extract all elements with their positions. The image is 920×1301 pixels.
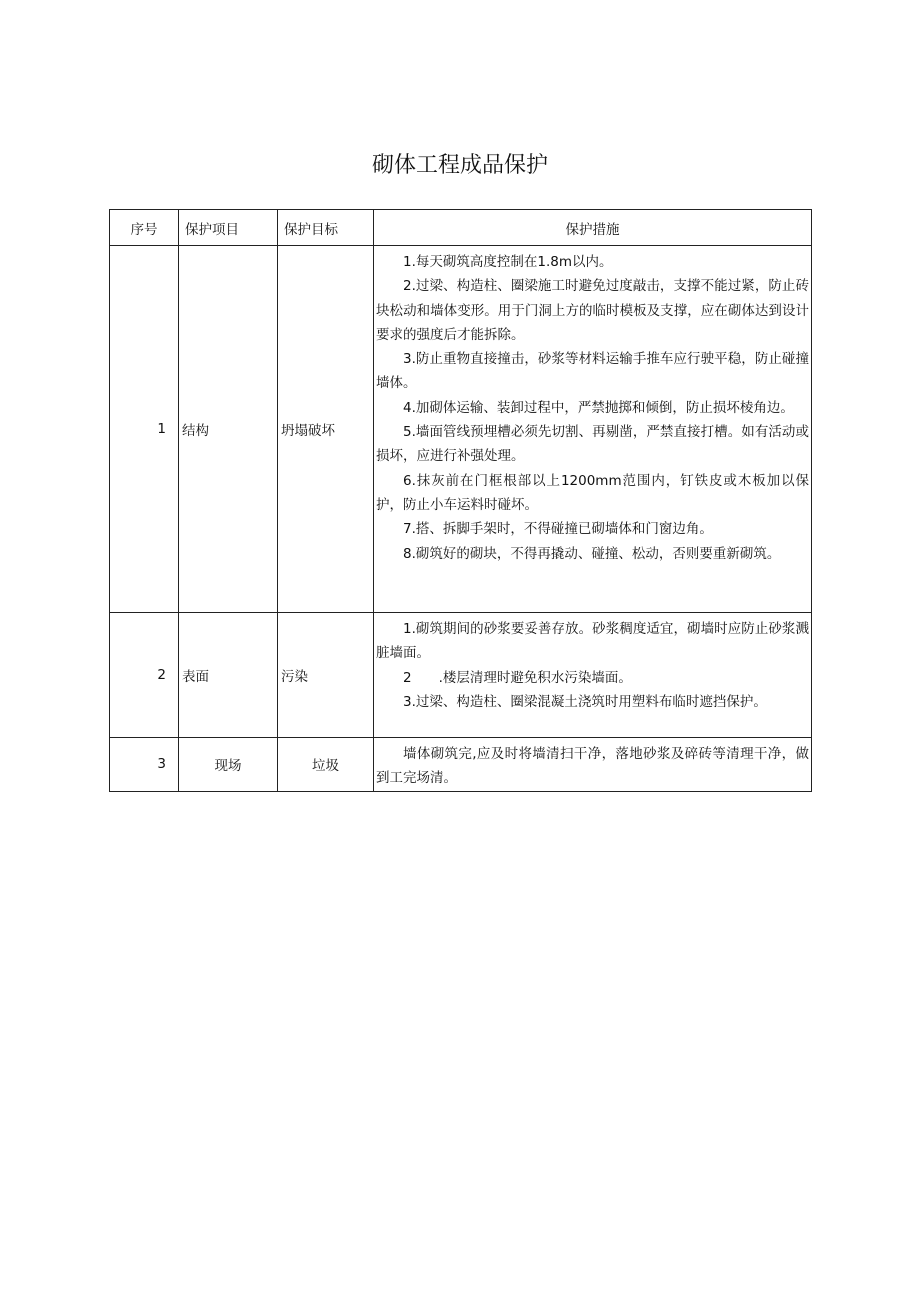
header-num: 序号 [110,210,179,246]
table-row [110,738,812,792]
table-header-row [110,210,812,246]
measure-item: 墙体砌筑完,应及时将墙清扫干净，落地砂浆及碎砖等清理干净，做到工完场清。 [376,746,809,787]
row-measures [374,738,812,792]
header-item: 保护项目 [179,210,278,246]
measure-item: 8.砌筑好的砌块，不得再撬动、碰撞、松动，否则要重新砌筑。 [403,545,781,562]
row-item: 结构 [179,246,278,613]
protection-table [109,209,812,792]
measure-item: 3.过梁、构造柱、圈梁混凝土浇筑时用塑料布临时遮挡保护。 [403,693,767,710]
measure-item: 2.过梁、构造柱、圈梁施工时避免过度敲击，支撑不能过紧，防止砖块松动和墙体变形。用于门洞上方的临时模板及支撑，应在砌体达到设计要求的强度后才能拆除。 [376,278,809,343]
measure-item: 7.搭、拆脚手架时，不得碰撞已砌墙体和门窗边角。 [403,521,713,538]
row-item: 现场 [179,738,278,792]
measure-item: 6.抹灰前在门框根部以上1200mm范围内，钉铁皮或木板加以保护，防止小车运料时碰坏。 [376,472,809,513]
row-measures [374,246,812,613]
measure-item: 1.每天砌筑高度控制在1.8m以内。 [403,254,613,270]
measure-item: 5.墙面管线预埋槽必须先切割、再剔凿，严禁直接打槽。如有活动或损坏，应进行补强处理。 [376,424,809,465]
measures-list [376,250,809,608]
measure-item: 3.防止重物直接撞击，砂浆等材料运输手推车应行驶平稳，防止碰撞墙体。 [376,351,809,392]
row-target: 垃圾 [278,738,374,792]
header-measures: 保护措施 [374,210,812,246]
table-row [110,613,812,738]
row-measures [374,613,812,738]
row-target: 污染 [278,613,374,738]
header-target: 保护目标 [278,210,374,246]
measure-item: 1.砌筑期间的砂浆要妥善存放。砂浆稠度适宜，砌墙时应防止砂浆溅脏墙面。 [376,621,809,662]
document-title: 砌体工程成品保护 [371,153,548,178]
row-num: 1 [110,246,179,613]
row-num: 2 [110,613,179,738]
table-row [110,246,812,613]
row-item: 表面 [179,613,278,738]
measure-item: 4.加砌体运输、装卸过程中，严禁抛掷和倾倒，防止损坏棱角边。 [403,399,794,416]
measure-item: 2 .楼层清理时避免积水污染墙面。 [403,669,632,686]
row-target: 坍塌破坏 [278,246,374,613]
row-num: 3 [110,738,179,792]
